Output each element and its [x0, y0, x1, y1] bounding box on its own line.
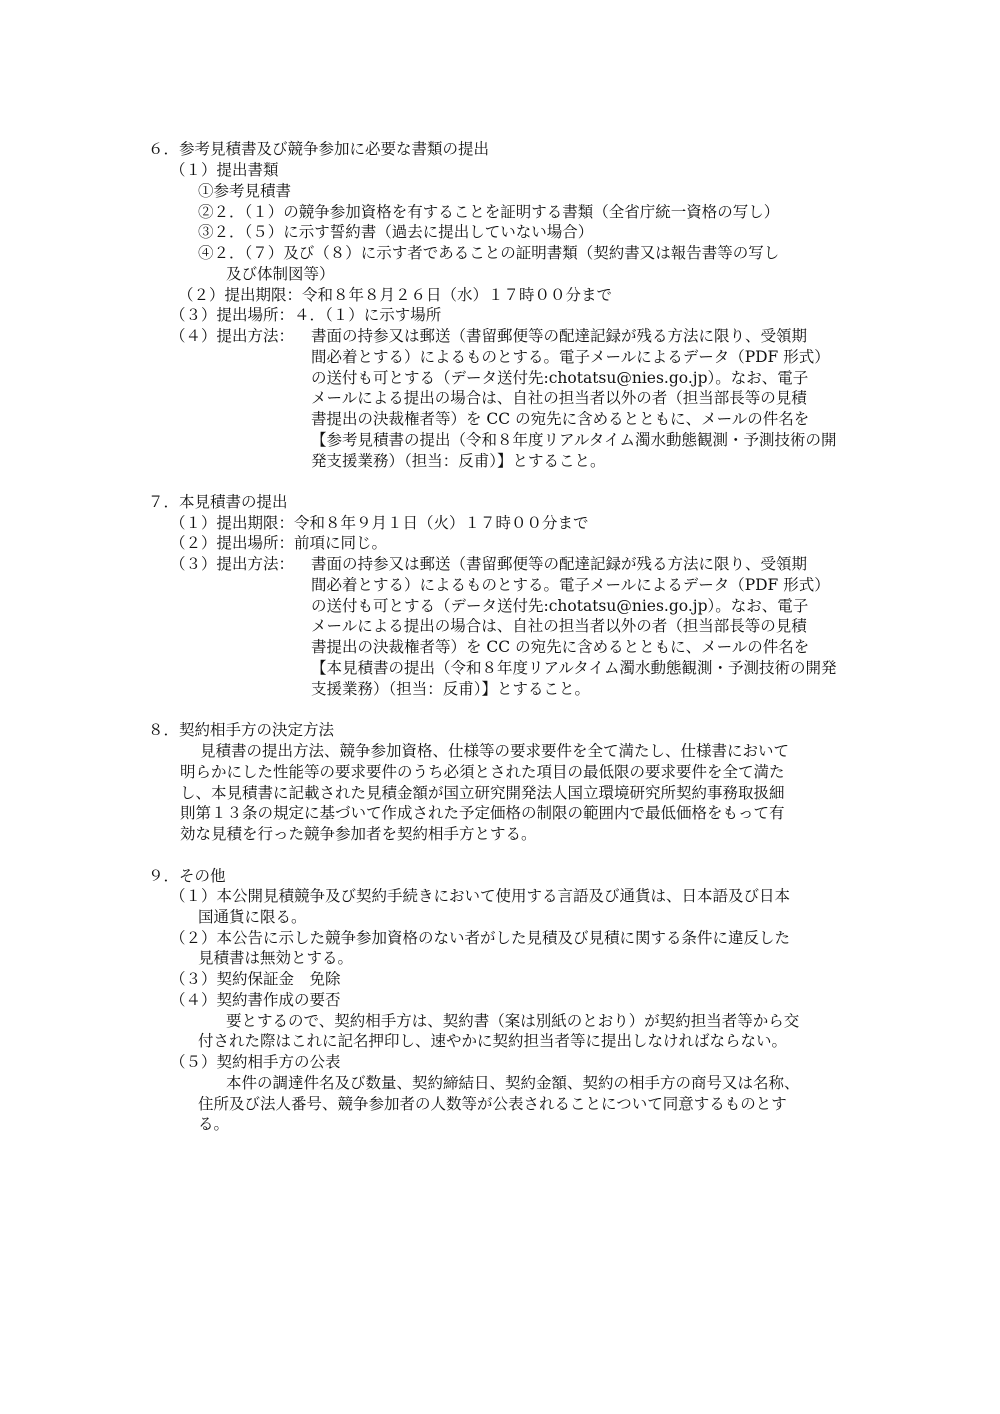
- s6-item-4-line-6: 【参考見積書の提出（令和８年度リアルタイム濁水動態観測・予測技術の開: [311, 431, 837, 449]
- section-9-heading: ９．その他: [148, 867, 226, 885]
- s8-line-1: 見積書の提出方法、競争参加資格、仕様等の要求要件を全て満たし、仕様書において: [200, 742, 790, 760]
- s7-item-3-line-2: 間必着とする）によるものとする。電子メールによるデータ（PDF 形式）: [311, 576, 830, 594]
- s8-line-3: し、本見積書に記載された見積金額が国立研究開発法人国立環境研究所契約事務取扱細: [180, 784, 785, 802]
- s6-item-1: （１）提出書類: [170, 161, 279, 179]
- s6-item-4-line-5: 書提出の決裁権者等）を CC の宛先に含めるとともに、メールの件名を: [311, 410, 810, 428]
- s7-item-3-line-1: 書面の持参又は郵送（書留郵便等の配達記録が残る方法に限り、受領期: [311, 555, 808, 573]
- s9-item-2: （２）本公告に示した競争参加資格のない者がした見積及び見積に関する条件に違反した: [170, 929, 791, 947]
- s6-item-4-line-7: 発支援業務）（担当：反甫）】とすること。: [311, 452, 606, 470]
- section-8-heading: ８．契約相手方の決定方法: [148, 721, 335, 739]
- s6-item-4-line-3: の送付も可とする（データ送付先:chotatsu@nies.go.jp）。なお、電子: [311, 369, 809, 387]
- s7-item-2: （２）提出場所：前項に同じ。: [170, 534, 388, 552]
- s6-item-4-line-1: 書面の持参又は郵送（書留郵便等の配達記録が残る方法に限り、受領期: [311, 327, 808, 345]
- s6-item-2: （２）提出期限：令和８年８月２６日（水）１７時００分まで: [178, 286, 613, 304]
- s7-item-3-label: （３）提出方法：: [170, 555, 295, 573]
- s9-item-5-line-3: る。: [198, 1115, 230, 1133]
- s9-item-1: （１）本公開見積競争及び契約手続きにおいて使用する言語及び通貨は、日本語及び日本: [170, 887, 791, 905]
- s7-item-1: （１）提出期限：令和８年９月１日（火）１７時００分まで: [170, 514, 589, 532]
- s7-item-3-line-4: メールによる提出の場合は、自社の担当者以外の者（担当部長等の見積: [311, 617, 807, 635]
- s6-item-1-sub-2: ②２．（１）の競争参加資格を有することを証明する書類（全省庁統一資格の写し）: [198, 203, 780, 221]
- s9-item-5-line-1: 本件の調達件名及び数量、契約締結日、契約金額、契約の相手方の商号又は名称、: [226, 1074, 800, 1092]
- s8-line-2: 明らかにした性能等の要求要件のうち必須とされた項目の最低限の要求要件を全て満た: [180, 763, 785, 781]
- s9-item-4: （４）契約書作成の要否: [170, 991, 341, 1009]
- s9-item-4-line-1: 要とするので、契約相手方は、契約書（案は別紙のとおり）が契約担当者等から交: [226, 1012, 800, 1030]
- section-7-heading: ７．本見積書の提出: [148, 493, 288, 511]
- s8-line-4: 則第１３条の規定に基づいて作成された予定価格の制限の範囲内で最低価格をもって有: [180, 804, 785, 822]
- s6-item-4-line-2: 間必着とする）によるものとする。電子メールによるデータ（PDF 形式）: [311, 348, 830, 366]
- s7-item-3-line-7: 支援業務）（担当：反甫）】とすること。: [311, 680, 591, 698]
- s6-item-4-line-4: メールによる提出の場合は、自社の担当者以外の者（担当部長等の見積: [311, 389, 807, 407]
- s6-item-3: （３）提出場所：４．（１）に示す場所: [170, 306, 442, 324]
- s8-line-5: 効な見積を行った競争参加者を契約相手方とする。: [180, 825, 537, 843]
- s6-item-1-sub-4-cont: 及び体制図等）: [226, 265, 335, 283]
- s6-item-1-sub-3: ③２．（５）に示す誓約書（過去に提出していない場合）: [198, 223, 594, 241]
- s6-item-4-label: （４）提出方法：: [170, 327, 295, 345]
- s6-item-1-sub-4: ④２．（７）及び（８）に示す者であることの証明書類（契約書又は報告書等の写し: [198, 244, 780, 262]
- s9-item-5: （５）契約相手方の公表: [170, 1053, 341, 1071]
- s6-item-1-sub-1: ①参考見積書: [198, 182, 292, 200]
- s9-item-2-cont: 見積書は無効とする。: [198, 949, 354, 967]
- section-6-heading: ６．参考見積書及び競争参加に必要な書類の提出: [148, 140, 490, 158]
- s7-item-3-line-6: 【本見積書の提出（令和８年度リアルタイム濁水動態観測・予測技術の開発: [311, 659, 837, 677]
- s9-item-4-line-2: 付された際はこれに記名押印し、速やかに契約担当者等に提出しなければならない。: [198, 1032, 788, 1050]
- s9-item-5-line-2: 住所及び法人番号、競争参加者の人数等が公表されることについて同意するものとす: [198, 1095, 787, 1113]
- s9-item-1-cont: 国通貨に限る。: [198, 908, 307, 926]
- s9-item-3: （３）契約保証金 免除: [170, 970, 341, 988]
- s7-item-3-line-5: 書提出の決裁権者等）を CC の宛先に含めるとともに、メールの件名を: [311, 638, 810, 656]
- s7-item-3-line-3: の送付も可とする（データ送付先:chotatsu@nies.go.jp）。なお、電子: [311, 597, 809, 615]
